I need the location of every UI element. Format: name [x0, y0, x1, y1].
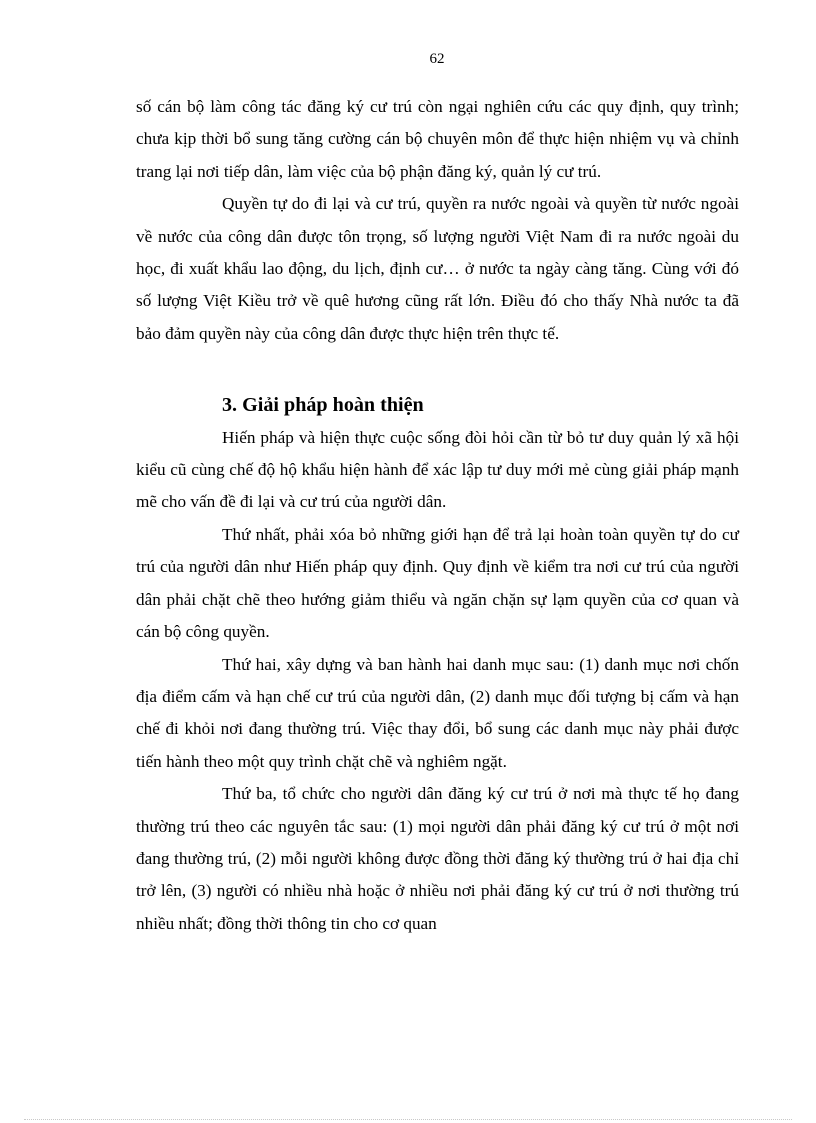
document-body	[136, 91, 739, 940]
paragraph-third-solution: Thứ ba, tổ chức cho người dân đăng ký cư trú ở nơi mà thực tế họ đang thường trú theo các nguyên tắc sau: (1) mọi người dân phải đăng ký cư trú ở một nơi đang thường trú, (2) mỗi người không được đồng thời đăng ký thường trú ở hai địa chỉ trở lên, (3) người có nhiều nhà hoặc ở nhiều nơi phải đăng ký cư trú ở nơi thường trú nhiều nhất; đồng thời thông tin cho cơ quan	[136, 784, 739, 933]
paragraph-second-solution: Thứ hai, xây dựng và ban hành hai danh mục sau: (1) danh mục nơi chốn địa điểm cấm và hạn chế cư trú của người dân, (2) danh mục đối tượng bị cấm và hạn chế đi khỏi nơi đang thường trú. Việc thay đổi, bổ sung các danh mục này phải được tiến hành theo một quy trình chặt chẽ và nghiêm ngặt.	[136, 654, 739, 771]
paragraph-continuation: số cán bộ làm công tác đăng ký cư trú còn ngại nghiên cứu các quy định, quy trình; chưa kịp thời bổ sung tăng cường cán bộ chuyên môn để thực hiện nhiệm vụ và chỉnh trang lại nơi tiếp dân, làm việc của bộ phận đăng ký, quản lý cư trú.	[136, 97, 739, 181]
page-bottom-divider	[24, 1119, 792, 1120]
paragraph-freedom-of-movement: Quyền tự do đi lại và cư trú, quyền ra nước ngoài và quyền từ nước ngoài về nước của công dân được tôn trọng, số lượng người Việt Nam đi ra nước ngoài du học, đi xuất khẩu lao động, du lịch, định cư… ở nước ta ngày càng tăng. Cùng với đó số lượng Việt Kiều trở về quê hương cũng rất lớn. Điều đó cho thấy Nhà nước ta đã bảo đảm quyền này của công dân được thực hiện trên thực tế.	[136, 194, 739, 343]
paragraph-first-solution: Thứ nhất, phải xóa bỏ những giới hạn để trả lại hoàn toàn quyền tự do cư trú của người dân như Hiến pháp quy định. Quy định về kiểm tra nơi cư trú của người dân phải chặt chẽ theo hướng giảm thiểu và ngăn chặn sự lạm quyền của cơ quan và cán bộ công quyền.	[136, 524, 739, 642]
paragraph-intro: Hiến pháp và hiện thực cuộc sống đòi hỏi cần từ bỏ tư duy quản lý xã hội kiểu cũ cùng chế độ hộ khẩu hiện hành để xác lập tư duy mới mẻ cùng giải pháp mạnh mẽ cho vấn đề đi lại và cư trú của người dân.	[136, 427, 739, 512]
page-number: 62	[429, 51, 445, 67]
section-heading: 3. Giải pháp hoàn thiện	[222, 394, 424, 417]
